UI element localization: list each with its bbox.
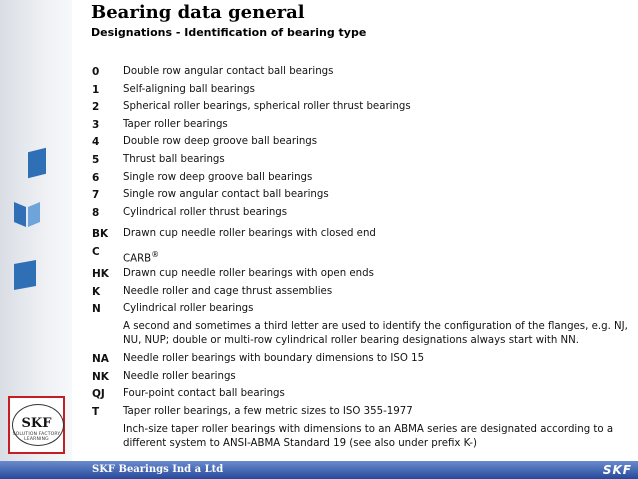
designation-desc: Needle roller and cage thrust assemblies xyxy=(123,286,333,297)
designation-code: T xyxy=(92,406,100,418)
skf-learning-logo xyxy=(8,396,65,454)
designation-code: 8 xyxy=(92,207,100,219)
designation-desc: Taper roller bearings xyxy=(123,119,228,130)
designation-code: 5 xyxy=(92,154,100,166)
designation-code: HK xyxy=(92,268,109,280)
designation-desc: Drawn cup needle roller bearings with open ends xyxy=(123,268,374,279)
designation-desc: Self-aligning ball bearings xyxy=(123,84,255,95)
footer-skf-logo: SKF xyxy=(602,463,632,477)
designation-desc: Taper roller bearings, a few metric sizes to ISO 355-1977 xyxy=(123,406,413,417)
designation-code: QJ xyxy=(92,388,105,400)
designation-code: NK xyxy=(92,371,109,383)
designation-code: N xyxy=(92,303,101,315)
designation-desc: Cylindrical roller bearings xyxy=(123,303,254,314)
designation-code: K xyxy=(92,286,101,298)
designation-desc: Spherical roller bearings, spherical roller thrust bearings xyxy=(123,101,411,112)
left-decor-bar xyxy=(0,0,72,461)
designation-code: 3 xyxy=(92,119,100,131)
designation-desc: Needle roller bearings xyxy=(123,371,236,382)
designation-desc: Cylindrical roller thrust bearings xyxy=(123,207,288,218)
blue-square-decor-icon-2 xyxy=(14,260,36,290)
open-book-decor-icon xyxy=(12,198,42,228)
designation-code: 6 xyxy=(92,172,100,184)
designation-code: 0 xyxy=(92,66,100,78)
n-series-note: A second and sometimes a third letter are used to identify the configuration of the flanges, e.g. NJ, NU, NUP; double or multi-row cylindrical roller bearing designations always start with NN. xyxy=(123,321,628,346)
designation-desc: Single row deep groove ball bearings xyxy=(123,172,313,183)
logo-subtext: SOLUTION FACTORY LEARNING xyxy=(12,432,61,442)
page-title: Bearing data general xyxy=(91,2,305,23)
designation-code: C xyxy=(92,246,100,258)
designation-desc: Drawn cup needle roller bearings with closed end xyxy=(123,228,376,239)
designation-code: 1 xyxy=(92,84,100,96)
logo-text: SKF xyxy=(21,416,52,431)
designation-desc: Thrust ball bearings xyxy=(123,154,225,165)
page-subtitle: Designations - Identification of bearing type xyxy=(91,26,367,39)
designation-code: 7 xyxy=(92,189,100,201)
designation-desc: Single row angular contact ball bearings xyxy=(123,189,329,200)
t-series-note: Inch-size taper roller bearings with dimensions to an ABMA series are designated according to a different system to ANSI-ABMA Standard 19 (see also under prefix K-) xyxy=(123,424,614,449)
designation-code: BK xyxy=(92,228,109,240)
blue-square-decor-icon xyxy=(28,148,46,178)
footer-company: SKF Bearings Ind a Ltd xyxy=(92,464,224,475)
registered-mark: ® xyxy=(151,250,160,259)
designation-desc: Four-point contact ball bearings xyxy=(123,388,285,399)
carb-text: CARB xyxy=(123,253,152,265)
designation-desc: Double row deep groove ball bearings xyxy=(123,136,318,147)
footer-bar xyxy=(0,461,638,479)
designation-code: NA xyxy=(92,353,109,365)
designation-desc: Double row angular contact ball bearings xyxy=(123,66,334,77)
designation-desc xyxy=(123,250,159,264)
designation-desc: Needle roller bearings with boundary dimensions to ISO 15 xyxy=(123,353,425,364)
designation-code: 2 xyxy=(92,101,100,113)
designation-code: 4 xyxy=(92,136,100,148)
